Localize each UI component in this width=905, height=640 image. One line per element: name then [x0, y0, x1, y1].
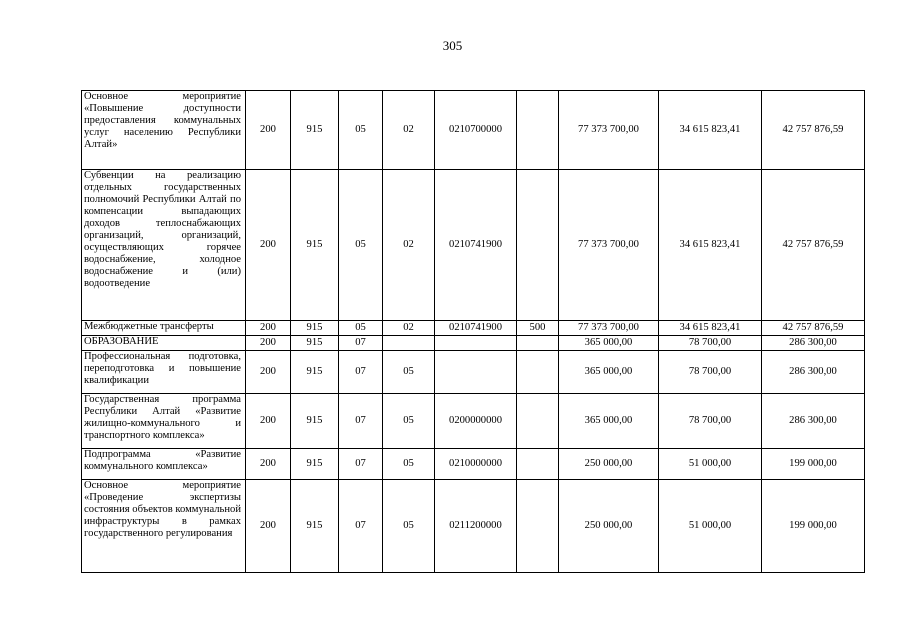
section-cell: 07	[339, 394, 383, 449]
type-cell	[517, 449, 559, 480]
budget-table	[81, 90, 865, 573]
target-cell: 0210000000	[435, 449, 517, 480]
subsection-cell: 02	[383, 91, 435, 170]
amount-cell: 77 373 700,00	[559, 170, 659, 321]
code-cell: 915	[291, 336, 339, 351]
amount-cell: 250 000,00	[559, 480, 659, 573]
amount-cell: 199 000,00	[762, 449, 865, 480]
code-cell: 200	[246, 336, 291, 351]
subsection-cell: 02	[383, 321, 435, 336]
code-cell: 200	[246, 91, 291, 170]
code-cell: 915	[291, 449, 339, 480]
section-cell: 05	[339, 321, 383, 336]
row-name: Межбюджетные трансферты	[82, 321, 246, 336]
amount-cell: 42 757 876,59	[762, 170, 865, 321]
code-cell: 915	[291, 351, 339, 394]
target-cell	[435, 351, 517, 394]
amount-cell: 250 000,00	[559, 449, 659, 480]
row-name: Профессиональная подготовка, переподготовка и повышение квалификации	[82, 351, 246, 394]
type-cell	[517, 336, 559, 351]
section-cell: 07	[339, 336, 383, 351]
amount-cell: 51 000,00	[659, 480, 762, 573]
code-cell: 200	[246, 449, 291, 480]
subsection-cell: 05	[383, 480, 435, 573]
row-name: ОБРАЗОВАНИЕ	[82, 336, 246, 351]
amount-cell: 365 000,00	[559, 394, 659, 449]
row-name: Подпрограмма «Развитие коммунального комплекса»	[82, 449, 246, 480]
type-cell	[517, 394, 559, 449]
row-name: Государственная программа Республики Алтай «Развитие жилищно-коммунального и транспортного комплекса»	[82, 394, 246, 449]
type-cell	[517, 480, 559, 573]
amount-cell: 78 700,00	[659, 351, 762, 394]
section-cell: 07	[339, 480, 383, 573]
amount-cell: 78 700,00	[659, 336, 762, 351]
target-cell: 0210700000	[435, 91, 517, 170]
type-cell	[517, 351, 559, 394]
code-cell: 915	[291, 480, 339, 573]
target-cell: 0210741900	[435, 321, 517, 336]
section-cell: 07	[339, 351, 383, 394]
table-row	[82, 91, 865, 170]
target-cell: 0211200000	[435, 480, 517, 573]
table-row	[82, 170, 865, 321]
subsection-cell: 05	[383, 351, 435, 394]
amount-cell: 51 000,00	[659, 449, 762, 480]
amount-cell: 286 300,00	[762, 336, 865, 351]
amount-cell: 365 000,00	[559, 351, 659, 394]
row-name: Основное мероприятие «Проведение экспертизы состояния объектов коммунальной инфраструктуры в рамках государственного регулирования	[82, 480, 246, 573]
amount-cell: 199 000,00	[762, 480, 865, 573]
code-cell: 200	[246, 394, 291, 449]
code-cell: 200	[246, 480, 291, 573]
amount-cell: 77 373 700,00	[559, 91, 659, 170]
target-cell: 0200000000	[435, 394, 517, 449]
table-row	[82, 321, 865, 336]
code-cell: 200	[246, 351, 291, 394]
amount-cell: 34 615 823,41	[659, 170, 762, 321]
code-cell: 915	[291, 394, 339, 449]
amount-cell: 42 757 876,59	[762, 91, 865, 170]
amount-cell: 34 615 823,41	[659, 91, 762, 170]
section-cell: 05	[339, 91, 383, 170]
amount-cell: 77 373 700,00	[559, 321, 659, 336]
subsection-cell: 05	[383, 449, 435, 480]
amount-cell: 42 757 876,59	[762, 321, 865, 336]
amount-cell: 286 300,00	[762, 351, 865, 394]
subsection-cell	[383, 336, 435, 351]
row-name: Субвенции на реализацию отдельных государственных полномочий Республики Алтай по компенсации выпадающих доходов теплоснабжающих организаций, организаций, осуществляющих горячее водоснабжение, холодное водоснабжение и (или) водоотведение	[82, 170, 246, 321]
table-row	[82, 351, 865, 394]
type-cell	[517, 91, 559, 170]
amount-cell: 34 615 823,41	[659, 321, 762, 336]
type-cell: 500	[517, 321, 559, 336]
row-name: Основное мероприятие «Повышение доступности предоставления коммунальных услуг населению Республики Алтай»	[82, 91, 246, 170]
section-cell: 07	[339, 449, 383, 480]
page-number: 305	[442, 38, 463, 53]
code-cell: 915	[291, 91, 339, 170]
target-cell: 0210741900	[435, 170, 517, 321]
table-row	[82, 394, 865, 449]
subsection-cell: 05	[383, 394, 435, 449]
code-cell: 915	[291, 321, 339, 336]
code-cell: 915	[291, 170, 339, 321]
table-row	[82, 480, 865, 573]
table-row	[82, 336, 865, 351]
code-cell: 200	[246, 321, 291, 336]
amount-cell: 286 300,00	[762, 394, 865, 449]
code-cell: 200	[246, 170, 291, 321]
amount-cell: 78 700,00	[659, 394, 762, 449]
section-cell: 05	[339, 170, 383, 321]
table-row	[82, 449, 865, 480]
subsection-cell: 02	[383, 170, 435, 321]
target-cell	[435, 336, 517, 351]
amount-cell: 365 000,00	[559, 336, 659, 351]
type-cell	[517, 170, 559, 321]
